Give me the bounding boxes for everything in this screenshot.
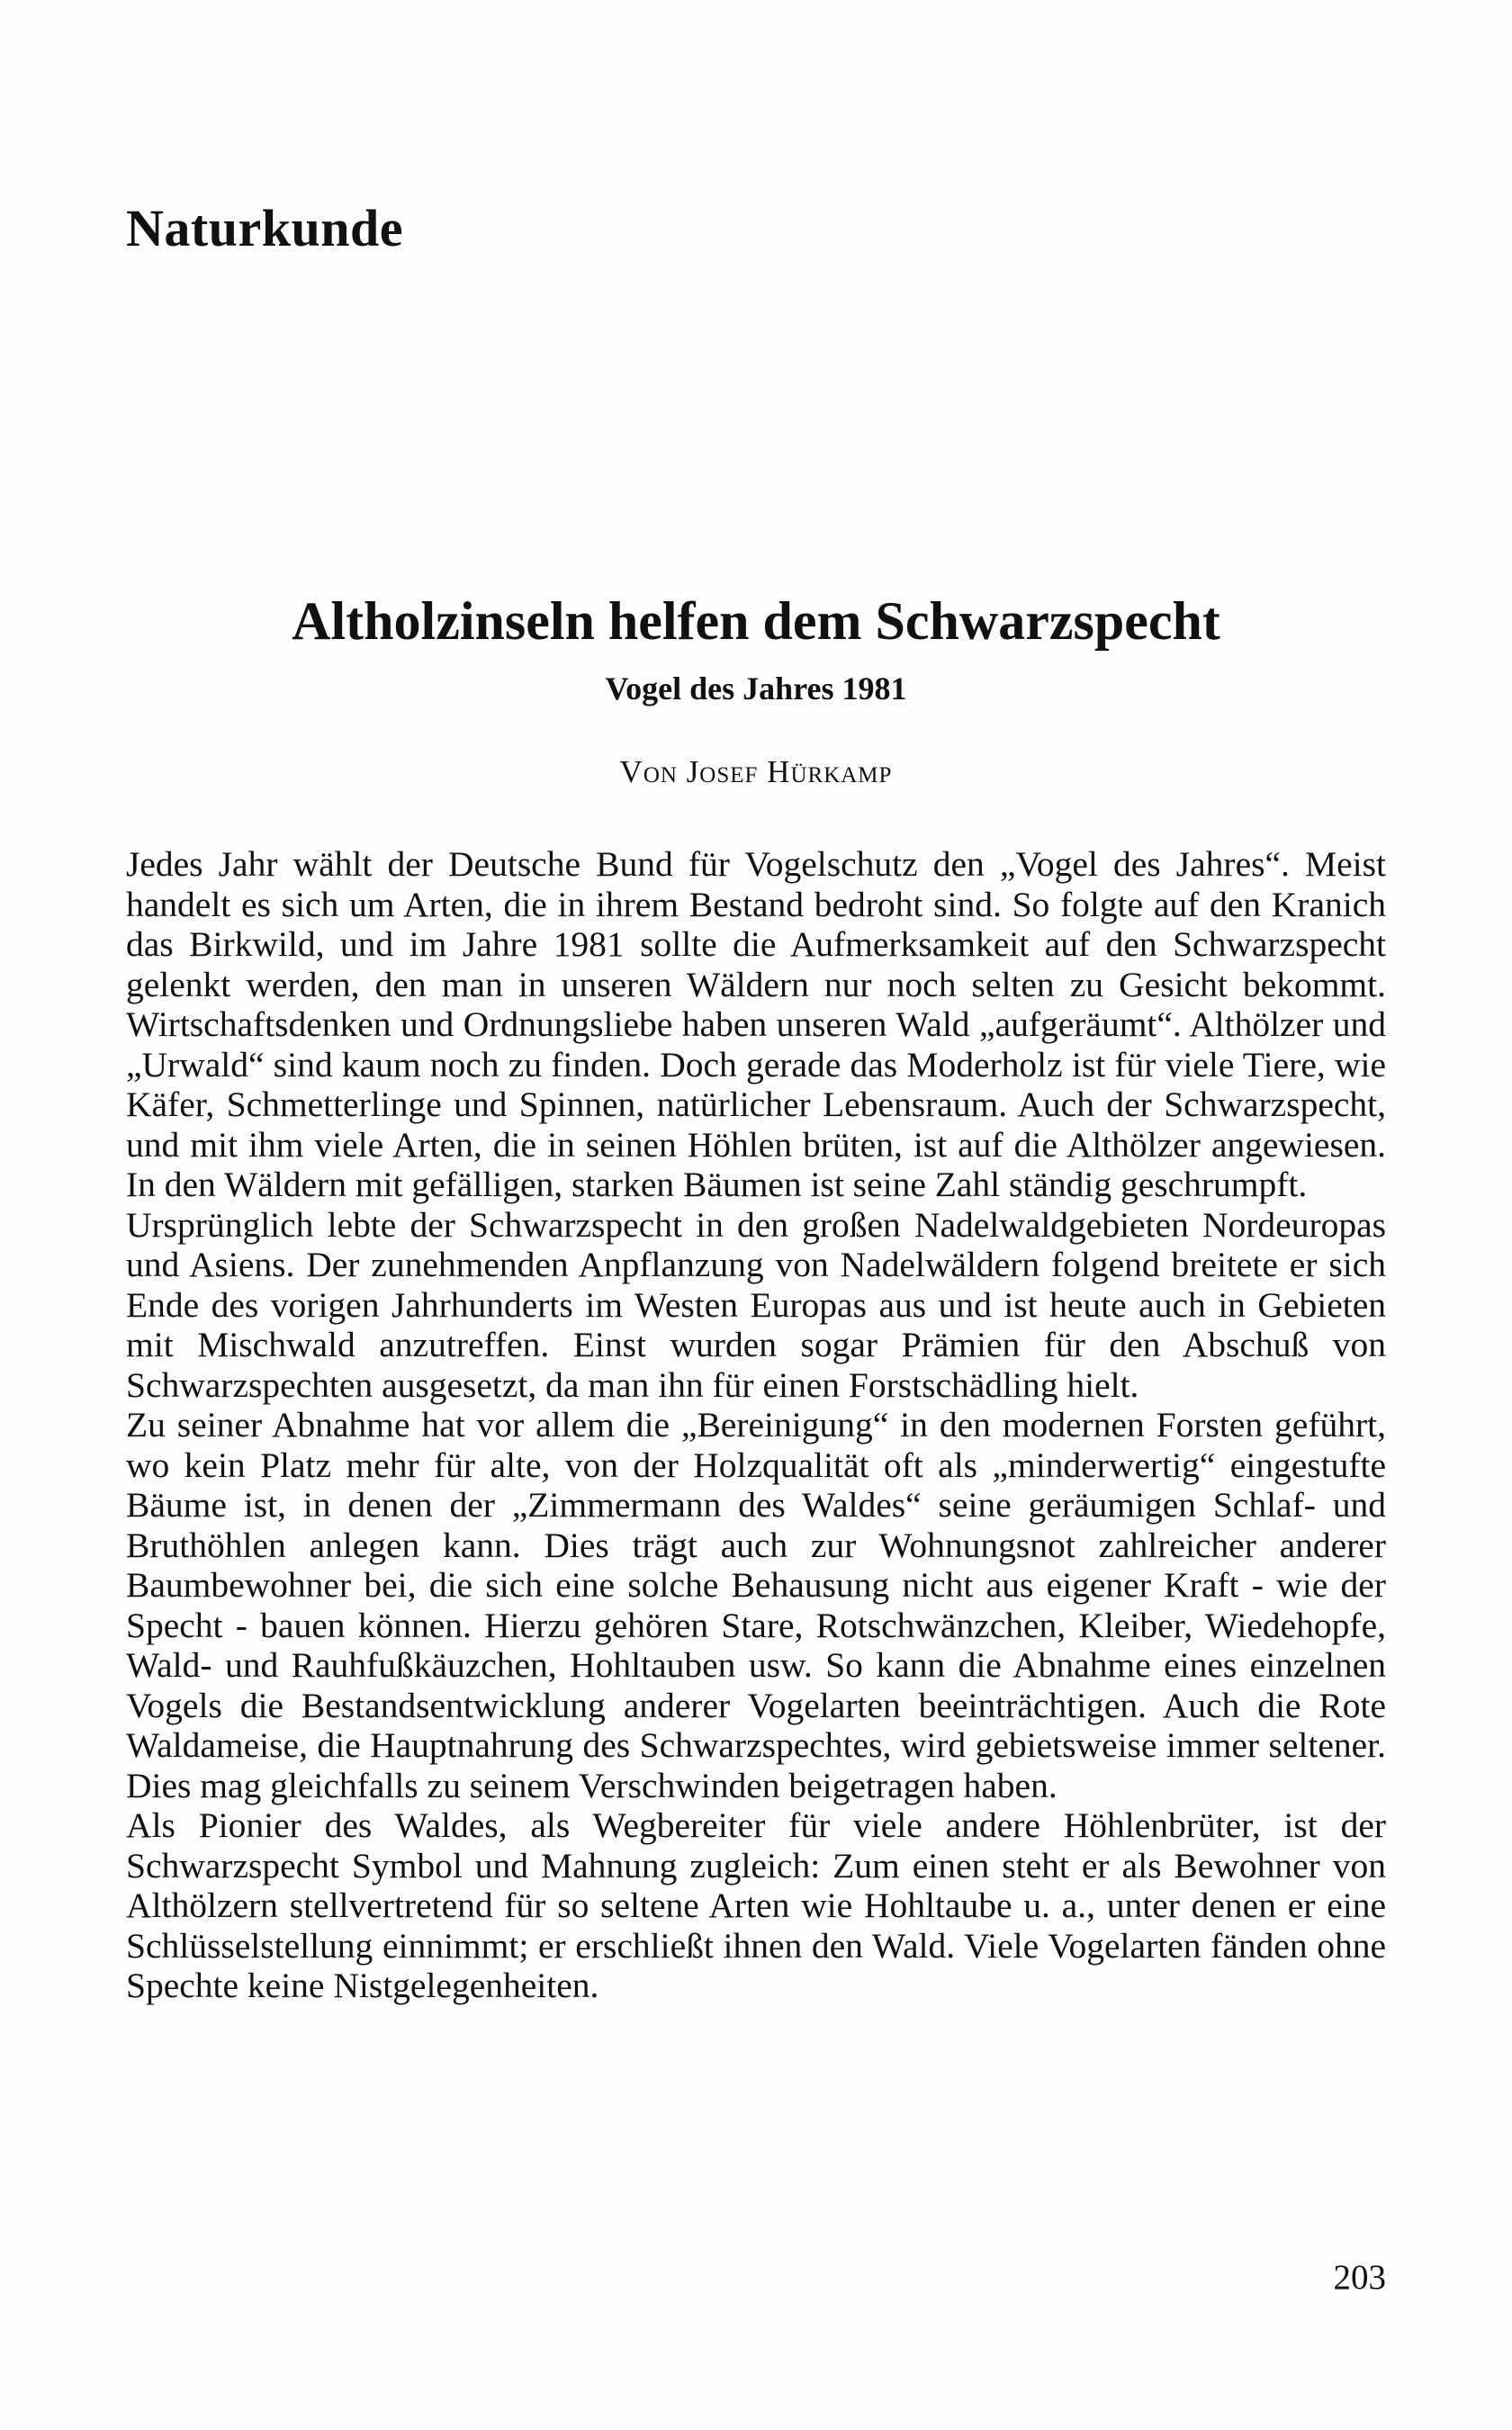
article-body (126, 844, 1386, 2006)
article-subtitle: Vogel des Jahres 1981 (605, 670, 907, 706)
page-number: 203 (1333, 2258, 1386, 2297)
author-byline: Von Josef Hürkamp (619, 754, 893, 789)
paragraph-4: Als Pionier des Waldes, als Wegbereiter für viele andere Höhlenbrüter, ist der Schwarzspecht Symbol und Mahnung zugleich: Zum einen steht er als Bewohner von Althölzern stellvertretend für so seltene Arten wie Hohltaube u. a., unter denen er eine Schlüsselstellung einnimmt; er erschließt ihnen den Wald. Viele Vogelarten fänden ohne Spechte keine Nistgelegenheiten. (126, 1805, 1386, 2005)
article-title: Altholzinseln helfen dem Schwarzspecht (292, 591, 1220, 651)
paragraph-1: Jedes Jahr wählt der Deutsche Bund für Vogelschutz den „Vogel des Jahres“. Meist handelt es sich um Arten, die in ihrem Bestand bedroht sind. So folgte auf den Kranich das Birkwild, und im Jahre 1981 sollte die Aufmerksamkeit auf den Schwarzspecht gelenkt werden, den man in unseren Wäldern nur noch selten zu Gesicht bekommt. Wirtschaftsdenken und Ordnungsliebe haben unseren Wald „aufgeräumt“. Althölzer und „Urwald“ sind kaum noch zu finden. Doch gerade das Moderholz ist für viele Tiere, wie Käfer, Schmetterlinge und Spinnen, natürlicher Lebensraum. Auch der Schwarzspecht, und mit ihm viele Arten, die in seinen Höhlen brüten, ist auf die Althölzer angewiesen. In den Wäldern mit gefälligen, starken Bäumen ist seine Zahl ständig geschrumpft. (126, 844, 1386, 1204)
section-heading: Naturkunde (126, 199, 403, 257)
paragraph-3: Zu seiner Abnahme hat vor allem die „Bereinigung“ in den modernen Forsten geführt, wo kein Platz mehr für alte, von der Holzqualität oft als „minderwertig“ eingestufte Bäume ist, in denen der „Zimmermann des Waldes“ seine geräumigen Schlaf- und Bruthöhlen anlegen kann. Dies trägt auch zur Wohnungsnot zahlreicher anderer Baumbewohner bei, die sich eine solche Behausung nicht aus eigener Kraft - wie der Specht - bauen können. Hierzu gehören Stare, Rotschwänzchen, Kleiber, Wiedehopfe, Wald- und Rauhfußkäuzchen, Hohltauben usw. So kann die Abnahme eines einzelnen Vogels die Bestandsentwicklung anderer Vogelarten beeinträchtigen. Auch die Rote Waldameise, die Hauptnahrung des Schwarzspechtes, wird gebietsweise immer seltener. Dies mag gleichfalls zu seinem Verschwinden beigetragen haben. (126, 1405, 1386, 1805)
paragraph-2: Ursprünglich lebte der Schwarzspecht in den großen Nadelwaldgebieten Nordeuropas und Asiens. Der zunehmenden Anpflanzung von Nadelwäldern folgend breitete er sich Ende des vorigen Jahrhunderts im Westen Europas aus und ist heute auch in Gebieten mit Mischwald anzutreffen. Einst wurden sogar Prämien für den Abschuß von Schwarzspechten ausgesetzt, da man ihn für einen Forstschädling hielt. (126, 1204, 1386, 1405)
article-header (126, 585, 1386, 794)
